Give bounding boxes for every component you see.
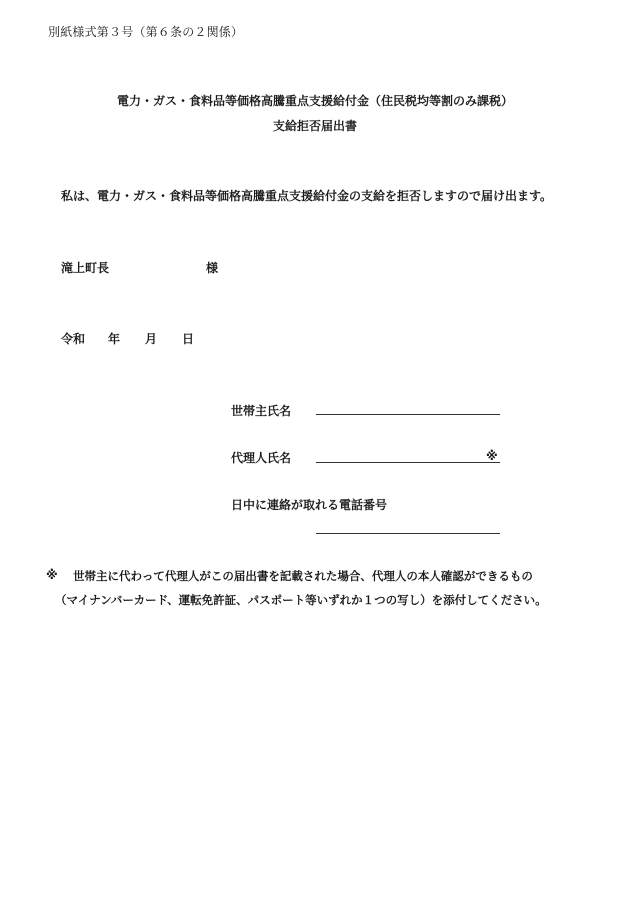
date-era: 令和 [61, 332, 86, 346]
householder-name-label: 世帯主氏名 [231, 404, 292, 418]
declaration-statement: 私は、電力・ガス・食料品等価格高騰重点支援給付金の支給を拒否しますので届け出ます。 [61, 189, 553, 203]
date-day-label: 日 [182, 332, 195, 346]
householder-name-line[interactable] [316, 414, 500, 415]
agent-name-line[interactable] [316, 462, 500, 463]
document-title: 電力・ガス・食料品等価格高騰重点支援給付金（住民税均等割のみ課税） [116, 94, 513, 108]
addressee-honorific: 様 [206, 261, 219, 275]
note-text-line1: 世帯主に代わって代理人がこの届出書を記載された場合、代理人の本人確認ができるもの [73, 569, 533, 583]
note-mark: ※ [46, 568, 58, 582]
note-text-line2: （マイナンバーカード、運転免許証、パスポート等いずれか１つの写し）を添付してください。 [55, 593, 547, 607]
agent-name-label: 代理人氏名 [231, 451, 292, 465]
document-subtitle: 支給拒否届出書 [272, 119, 357, 133]
agent-reference-mark: ※ [486, 449, 498, 463]
form-reference: 別紙様式第３号（第６条の２関係） [48, 25, 244, 39]
phone-number-line[interactable] [316, 533, 500, 534]
date-year-label: 年 [108, 332, 121, 346]
date-month-label: 月 [145, 332, 158, 346]
addressee-name: 滝上町長 [61, 261, 110, 275]
phone-number-label: 日中に連絡が取れる電話番号 [231, 498, 388, 512]
